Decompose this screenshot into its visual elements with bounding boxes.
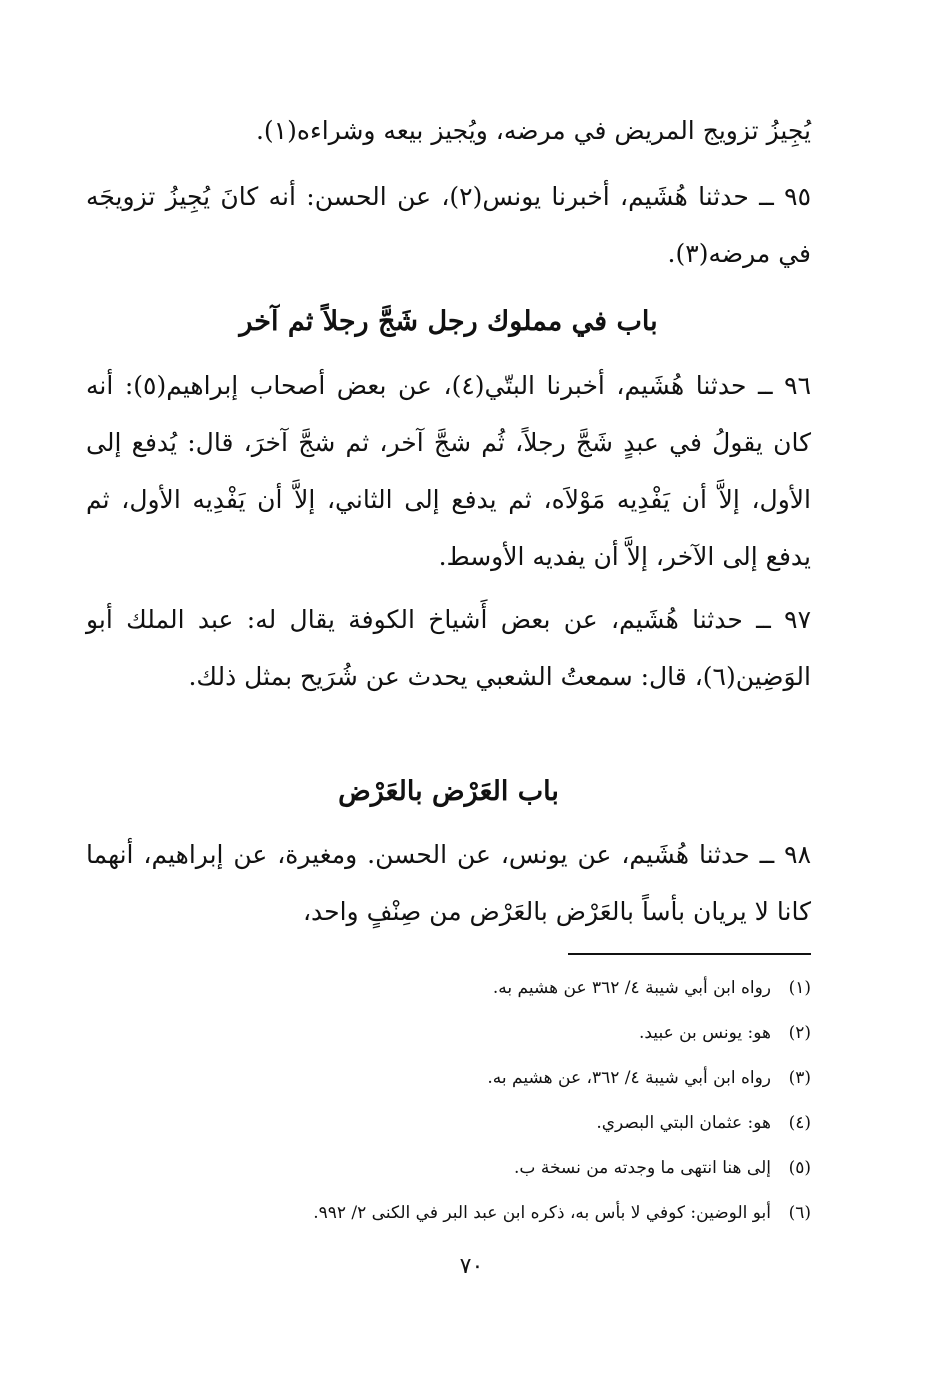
footnote-text: هو: عثمان البتي البصري.: [596, 1113, 771, 1133]
footnote-item: [150, 966, 811, 1011]
footnote-text: إلى هنا انتهى ما وجدته من نسخة ب.: [514, 1158, 771, 1178]
footnote-text: رواه ابن أبي شيبة ٤/ ٣٦٢ عن هشيم به.: [492, 978, 771, 998]
footnote-text: هو: يونس بن عبيد.: [638, 1023, 771, 1043]
footnote-item: [150, 1191, 811, 1236]
paragraph-96: ٩٦ ــ حدثنا هُشَيم، أخبرنا البتّي(٤)، عن بعض أصحاب إبراهيم(٥): أنه كان يقولُ في عبدٍ شَجَّ رجلاً، ثُم شجَّ آخر، ثم شجَّ آخرَ، قال: يُدفع إلى الأول، إلاَّ أن يَفْدِيه مَوْلاَه، ثم يدفع إلى الثاني، إلاَّ أن يَفْدِيه الأول، ثم يدفع إلى الآخر، إلاَّ أن يفديه الأوسط.: [86, 371, 812, 571]
footnote-item: [150, 1011, 811, 1056]
footnote-number: (٦): [788, 1203, 811, 1223]
footnote-item: [150, 1101, 811, 1146]
text-block-96-97: [86, 357, 811, 705]
footnote-number: (٤): [788, 1113, 811, 1133]
text-block-top: [86, 102, 811, 282]
footnote-number: (٣): [788, 1068, 811, 1088]
paragraph-98: ٩٨ ــ حدثنا هُشَيم، عن يونس، عن الحسن. ومغيرة، عن إبراهيم، أنهما كانا لا يريان بأساً بالعَرْض بالعَرْض من صِنْفٍ واحد،: [86, 840, 811, 926]
section-heading-2: باب العَرْض بالعَرْض: [338, 776, 559, 807]
footnote-text: أبو الوضين: كوفي لا بأس به، ذكره ابن عبد البر في الكنى ٢/ ٩٩٢.: [313, 1203, 771, 1223]
footnote-number: (١): [788, 978, 811, 998]
footnote-item: [150, 1146, 811, 1191]
text-block-98: [86, 826, 811, 940]
footnote-separator: [568, 953, 811, 955]
footnote-number: (٥): [788, 1158, 811, 1178]
footnote-number: (٢): [788, 1023, 811, 1043]
footnote-item: [150, 1056, 811, 1101]
page-number: ٧٠: [459, 1254, 484, 1279]
paragraph-top: يُجِيزُ تزويج المريض في مرضه، ويُجيز بيعه وشراءه(١).: [255, 116, 811, 145]
paragraph-97: ٩٧ ــ حدثنا هُشَيم، عن بعض أَشياخ الكوفة يقال له: عبد الملك أبو الوَضِين(٦)، قال: سمعتُ الشعبي يحدث عن شُرَيح بمثل ذلك.: [86, 605, 811, 691]
section-heading-1: باب في مملوك رجل شَجَّ رجلاً ثم آخر: [239, 306, 658, 337]
paragraph-95: ٩٥ ــ حدثنا هُشَيم، أخبرنا يونس(٢)، عن الحسن: أنه كانَ يُجِيزُ تزويجَه في مرضه(٣).: [86, 182, 811, 268]
footnotes-list: [150, 966, 811, 1236]
footnote-text: رواه ابن أبي شيبة ٤/ ٣٦٢، عن هشيم به.: [487, 1068, 771, 1088]
